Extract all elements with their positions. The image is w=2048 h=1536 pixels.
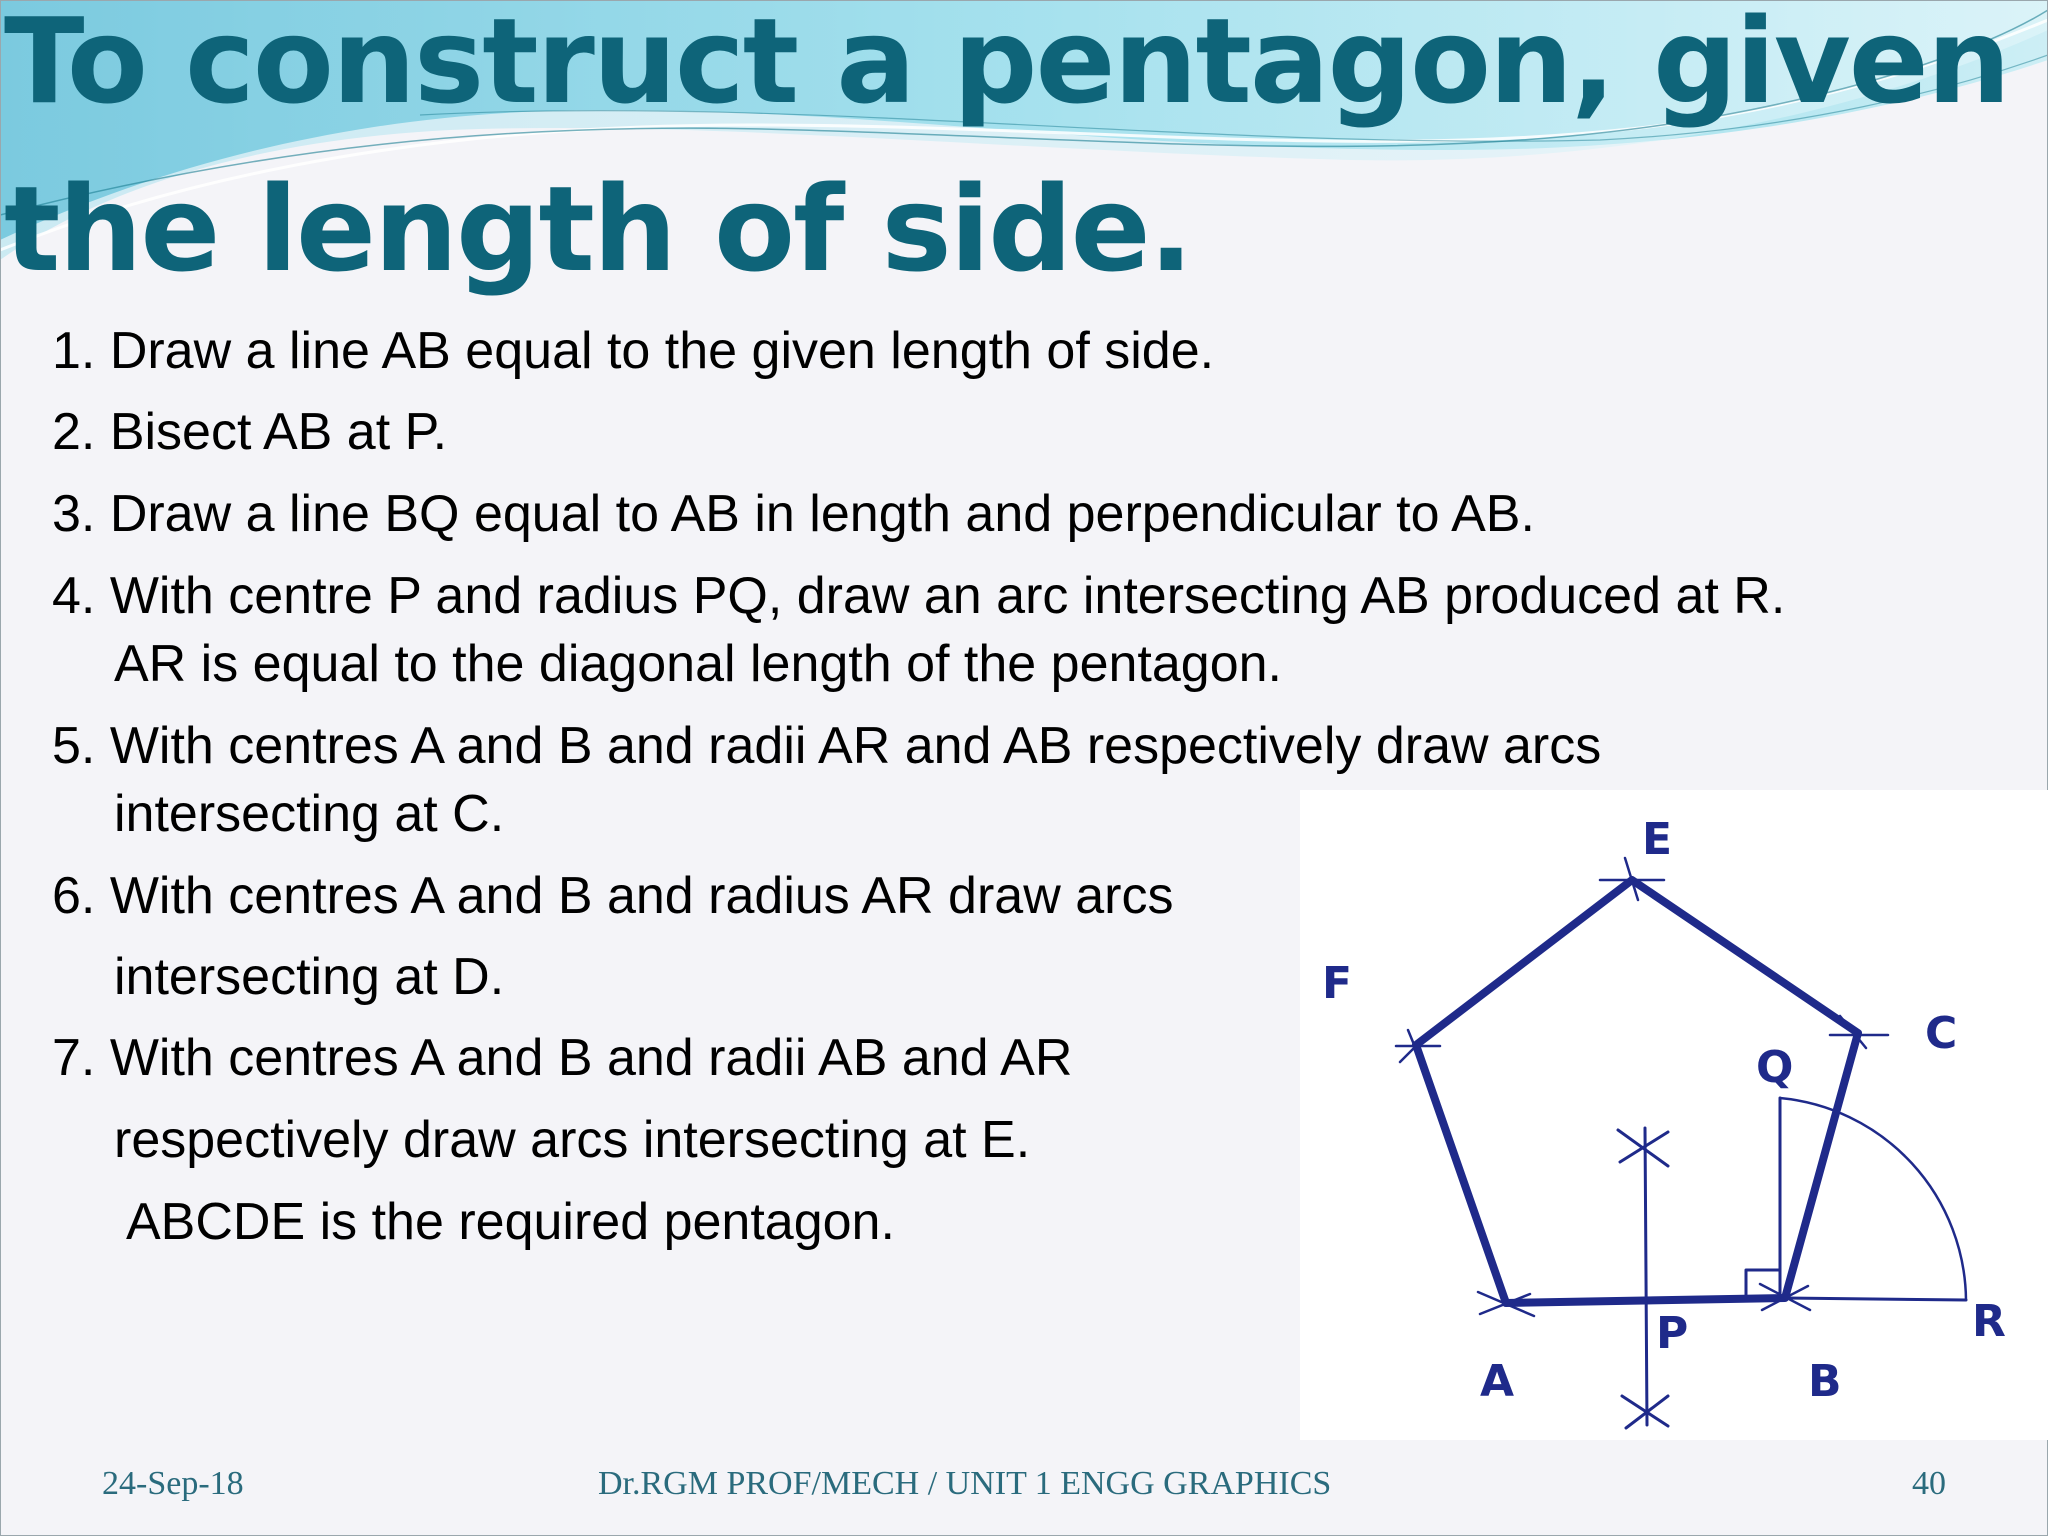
bisector-arc-mark-top [1618,1130,1668,1166]
conclusion: ABCDE is the required pentagon. [126,1193,895,1251]
label-c: C [1925,1008,1958,1059]
label-r: R [1972,1296,2006,1347]
bisector-line [1645,1128,1647,1425]
step-6-continued: intersecting at D. [114,948,505,1006]
step-1: 1. Draw a line AB equal to the given length of side. [52,322,1215,380]
step-7: 7. With centres A and B and radii AB and AR [52,1029,1073,1087]
step-4-continued: AR is equal to the diagonal length of the pentagon. [114,635,1282,693]
arc-q-to-r [1780,1098,1966,1300]
slide-title-line-2: the length of side. [4,160,1192,298]
label-e: E [1642,814,1673,865]
step-5: 5. With centres A and B and radii AR and AB respectively draw arcs [52,717,1602,775]
pentagon-construction-figure [1300,790,2048,1440]
step-5-continued: intersecting at C. [114,785,505,843]
label-a: A [1480,1356,1515,1407]
label-p: P [1656,1308,1689,1359]
label-f: F [1322,958,1353,1009]
step-4: 4. With centre P and radius PQ, draw an arc intersecting AB produced at R. [52,567,1786,625]
footer-date: 24-Sep-18 [102,1465,244,1502]
bisector-arc-mark-bottom [1622,1396,1668,1428]
label-b: B [1808,1356,1842,1407]
label-q: Q [1756,1042,1794,1093]
line-b-to-r [1785,1298,1966,1300]
step-2: 2. Bisect AB at P. [52,403,448,461]
slide-title-line-1: To construct a pentagon, given [4,0,2009,130]
footer-page-number: 40 [1912,1465,1946,1502]
step-6: 6. With centres A and B and radius AR draw arcs [52,867,1174,925]
footer-center: Dr.RGM PROF/MECH / UNIT 1 ENGG GRAPHICS [598,1465,1332,1502]
step-7-continued: respectively draw arcs intersecting at E. [114,1111,1031,1169]
step-3: 3. Draw a line BQ equal to AB in length and perpendicular to AB. [52,485,1535,543]
